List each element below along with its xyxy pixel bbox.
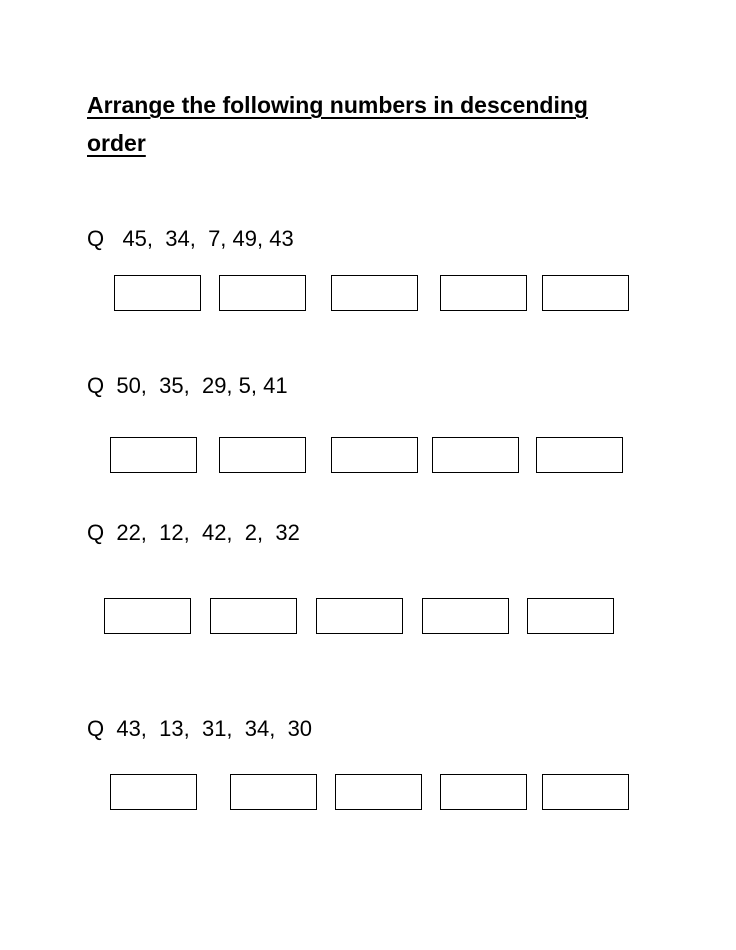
question-3-text: Q 22, 12, 42, 2, 32 [87,520,300,545]
q1-answer-box-3[interactable] [331,275,418,311]
q2-answer-box-2[interactable] [219,437,306,473]
q4-answer-box-5[interactable] [542,774,629,810]
question-2-text: Q 50, 35, 29, 5, 41 [87,373,288,398]
q3-answer-box-2[interactable] [210,598,297,634]
question-4-text: Q 43, 13, 31, 34, 30 [87,716,313,741]
q4-answer-box-1[interactable] [110,774,197,810]
q2-answer-box-5[interactable] [536,437,623,473]
q3-answer-box-4[interactable] [422,598,509,634]
q3-answer-box-1[interactable] [104,598,191,634]
worksheet-title: Arrange the following numbers in descending order [87,92,588,156]
q1-answer-box-1[interactable] [114,275,201,311]
q2-answer-box-4[interactable] [432,437,519,473]
q2-answer-box-3[interactable] [331,437,418,473]
q4-answer-box-3[interactable] [335,774,422,810]
question-1-text: Q 45, 34, 7, 49, 43 [87,226,294,251]
q4-answer-box-4[interactable] [440,774,527,810]
q4-answer-box-2[interactable] [230,774,317,810]
q1-answer-box-4[interactable] [440,275,527,311]
q1-answer-box-5[interactable] [542,275,629,311]
q2-answer-box-1[interactable] [110,437,197,473]
q3-answer-box-3[interactable] [316,598,403,634]
q1-answer-box-2[interactable] [219,275,306,311]
q3-answer-box-5[interactable] [527,598,614,634]
